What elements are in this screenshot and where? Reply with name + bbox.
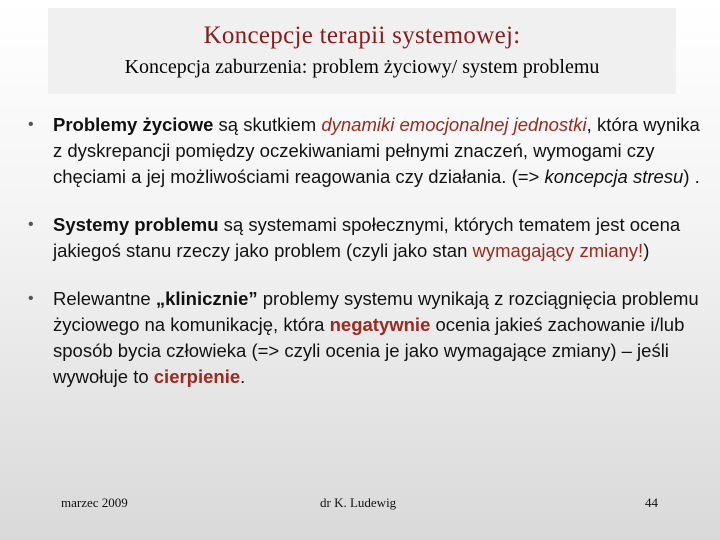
bullet-text: , która wynika z dyskrepancji pomiędzy oczekiwaniami pełnymi znaczeń, wymogami czy chęciami a jej możliwościami reagowania czy działania. (=> bbox=[53, 114, 700, 187]
term-negatywnie: negatywnie bbox=[329, 314, 431, 335]
term-cierpienie: cierpienie bbox=[153, 366, 241, 387]
footer-page-number: 44 bbox=[645, 495, 658, 510]
footer-author: dr K. Ludewig bbox=[320, 495, 397, 510]
term-klinicznie: „klinicznie” bbox=[155, 288, 258, 309]
bullet-dot-icon: • bbox=[28, 216, 34, 233]
bullet-item-3 bbox=[22, 286, 702, 390]
slide-subtitle: Koncepcja zaburzenia: problem życiowy/ system problemu bbox=[124, 56, 600, 78]
bullet-text: ocenia jakieś zachowanie i/lub sposób bycia człowieka (=> czyli ocenia je jako wymagające zmiany) – jeśli wywołuje to bbox=[53, 314, 685, 387]
term-wymagajacy-zmiany: wymagający zmiany! bbox=[472, 240, 644, 261]
bullet-text: ) . bbox=[683, 166, 700, 187]
bullet-dot-icon: • bbox=[28, 290, 34, 307]
bullet-list bbox=[22, 112, 702, 412]
bullet-text: ) bbox=[643, 240, 650, 261]
footer-date: marzec 2009 bbox=[61, 495, 128, 510]
bullet-text: problemy systemu wynikają z rozciągnięcia problemu życiowego na komunikację, która bbox=[53, 288, 699, 335]
bullet-item-2 bbox=[22, 212, 702, 264]
bullet-text: są skutkiem bbox=[213, 114, 322, 135]
bullet-dot-icon: • bbox=[28, 116, 34, 133]
term-dynamika: dynamiki emocjonalnej jednostki bbox=[321, 114, 587, 135]
term-systemy-problemu: Systemy problemu bbox=[53, 214, 219, 235]
bullet-item-1 bbox=[22, 112, 702, 190]
title-box bbox=[48, 8, 676, 94]
bullet-text: Relewantne bbox=[53, 288, 156, 309]
term-problemy-zyciowe: Problemy życiowe bbox=[53, 114, 214, 135]
slide-title: Koncepcje terapii systemowej: bbox=[203, 22, 521, 49]
bullet-text: są systemami społecznymi, których tematem jest ocena jakiegoś stanu rzeczy jako problem (czyli jako stan bbox=[53, 214, 681, 261]
term-koncepcja-stresu: koncepcja stresu bbox=[544, 166, 684, 187]
bullet-text: . bbox=[240, 366, 246, 387]
